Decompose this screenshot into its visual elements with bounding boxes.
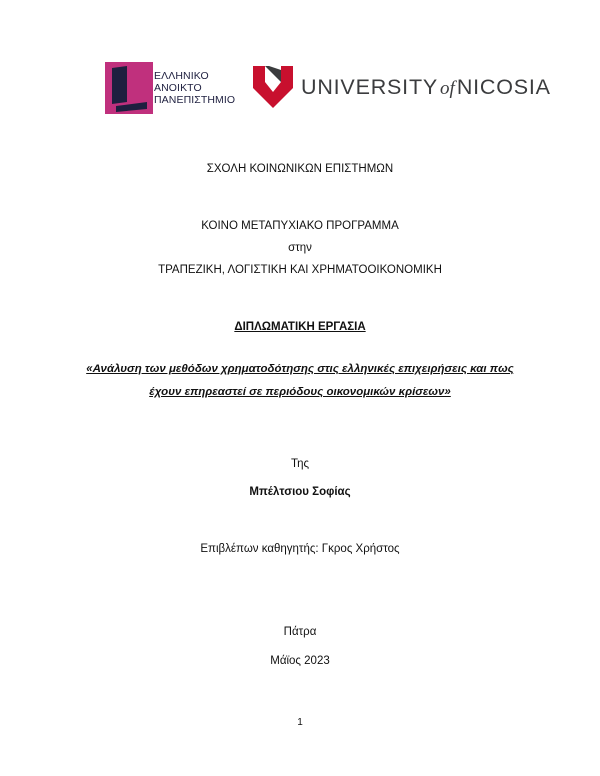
eap-wordmark-line: ΠΑΝΕΠΙΣΤΗΜΙΟ — [154, 94, 236, 106]
document-type: ΔΙΠΛΩΜΑΤΙΚΗ ΕΡΓΑΣΙΑ — [234, 321, 366, 333]
place: Πάτρα — [283, 626, 317, 638]
author-prefix: Της — [290, 458, 310, 470]
page-number: 1 — [297, 717, 303, 728]
supervisor: Επιβλέπων καθηγητής: Γκρος Χρήστος — [200, 543, 400, 555]
unic-wordmark — [301, 75, 551, 100]
author-name: Μπέλτσιου Σοφίας — [249, 486, 351, 498]
eap-wordmark-line: ΑΝΟΙΚΤΟ — [154, 82, 202, 94]
unic-wordmark-university: UNIVERSITY — [301, 75, 439, 99]
eap-wordmark — [154, 70, 235, 106]
school-name: ΣΧΟΛΗ ΚΟΙΝΩΝΙΚΩΝ ΕΠΙΣΤΗΜΩΝ — [206, 163, 394, 175]
university-of-nicosia-logo — [253, 66, 551, 110]
program-line-3: ΤΡΑΠΕΖΙΚΗ, ΛΟΓΙΣΤΙΚΗ ΚΑΙ ΧΡΗΜΑΤΟΟΙΚΟΝΟΜΙΚΗ — [158, 264, 442, 276]
unic-wordmark-of: of — [440, 78, 455, 99]
eap-emblem-icon — [105, 62, 153, 114]
thesis-title-line-2: έχουν επηρεαστεί σε περιόδους οικονομικών κρίσεων» — [149, 386, 451, 398]
unic-emblem-icon — [253, 66, 293, 108]
date: Μάϊος 2023 — [270, 655, 330, 667]
unic-wordmark-nicosia: NICOSIA — [456, 75, 551, 99]
hellenic-open-university-logo — [105, 62, 240, 114]
program-line-1: ΚΟΙΝΟ ΜΕΤΑΠΥΧΙΑΚΟ ΠΡΟΓΡΑΜΜΑ — [201, 220, 399, 232]
thesis-title-line-1: «Ανάλυση των μεθόδων χρηματοδότησης στις ελληνικές επιχειρήσεις και πως — [86, 363, 514, 375]
program-line-2: στην — [288, 242, 312, 254]
eap-wordmark-line: ΕΛΛΗΝΙΚΟ — [154, 70, 209, 82]
